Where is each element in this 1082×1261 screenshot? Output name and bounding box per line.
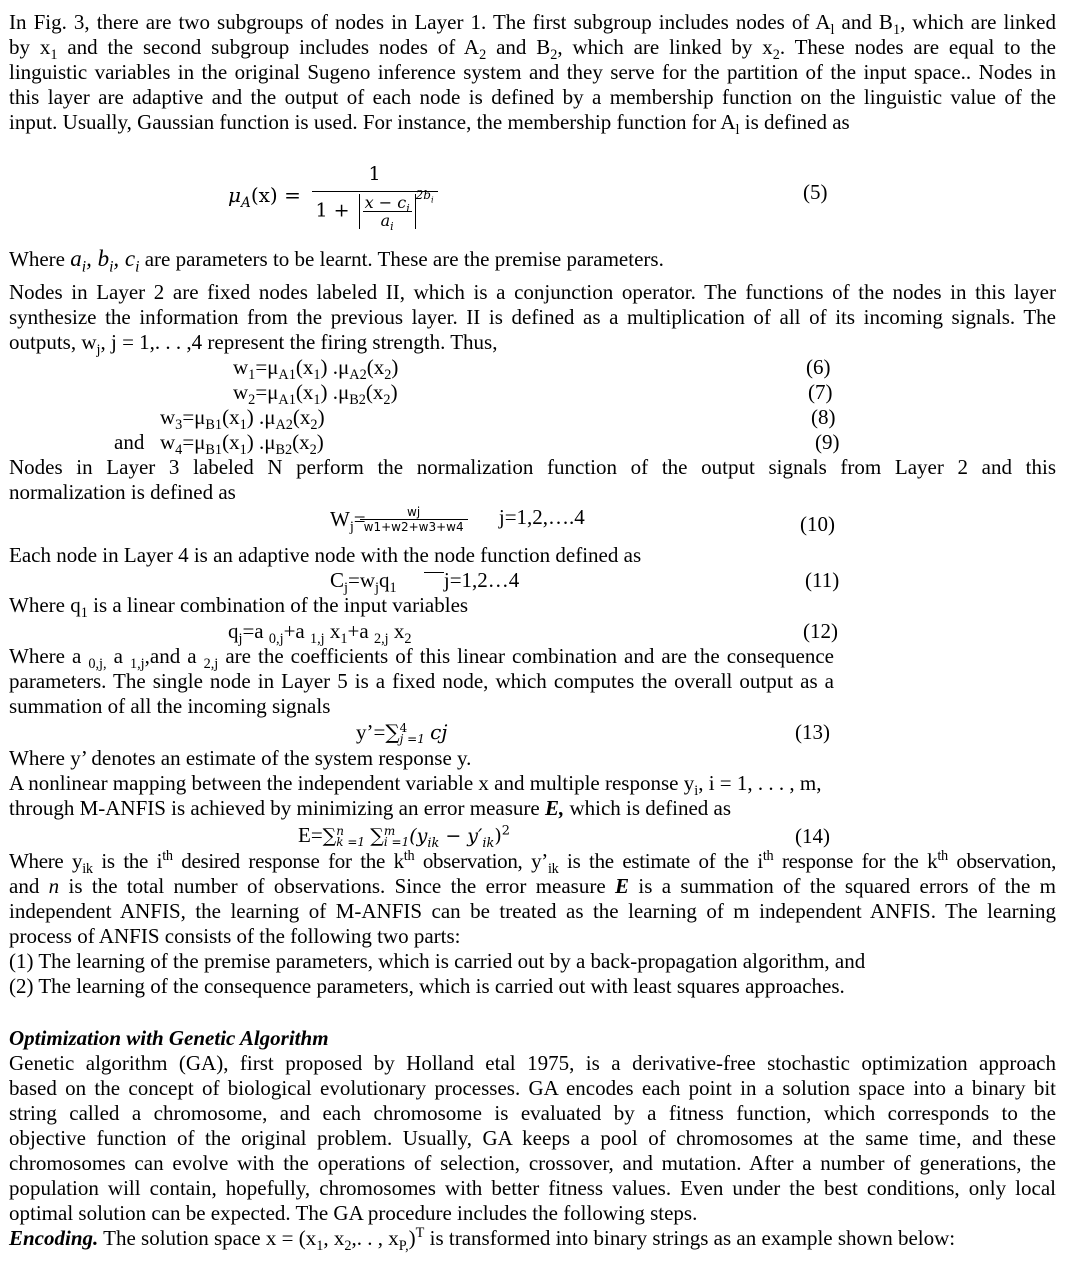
paragraph-consequence <box>9 644 834 719</box>
text-line: independent ANFIS, the learning of M-ANFIS can be treated as the learning of m independent ANFIS. The learning <box>9 899 1056 923</box>
abs-value: $\frac{x - c_i}{a_i}$ <box>359 194 416 229</box>
text-line: by $x_1$ and the second subgroup includes nodes of $A_2$ and $B_2$, which are linked by $x_2$. These nodes are equal to the <box>9 35 1057 64</box>
equation-number: (14) <box>795 824 830 848</box>
eq5-fraction: 1 1 + $\frac{x - c_i}{a_i}$ $^{2b_i}$ <box>312 162 438 229</box>
text-line: normalization is defined as <box>9 480 236 504</box>
firing-strength-equation: and $w_4=\mu_{B1}(x_1)$ $.\mu_{B2}(x_2)$ <box>114 430 324 459</box>
text-line: synthesize the information from the previous layer. II is defined as a multiplication of all of its incoming signals. The <box>9 305 1056 329</box>
equation-5 <box>228 162 438 234</box>
text-line: Where a $_{0,j,}$ a $_{1,j}$,and a $_{2,j}$ are the coefficients of this linear combination and are the consequence <box>9 644 834 673</box>
stray-overline <box>424 572 444 573</box>
text-line: Nodes in Layer 2 are fixed nodes labeled II, which is a conjunction operator. The functions of the nodes in this layer <box>9 280 1056 304</box>
text-line: summation of all the incoming signals <box>9 694 331 718</box>
text-line: outputs, $w_j$, j = 1,. . . ,4 represent the firing strength. Thus, <box>9 330 498 359</box>
firing-strength-equation: $w_2=\mu_{A1}(x_1)$ $.\mu_{B2}(x_2)$ <box>233 380 398 409</box>
equation-number: (6) <box>806 355 831 379</box>
text-line: and n is the total number of observations. Since the error measure E is a summation of the squared errors of the m <box>9 874 1056 898</box>
text-line: optimal solution can be expected. The GA procedure includes the following steps. <box>9 1201 698 1225</box>
layer4-text: Each node in Layer 4 is an adaptive node with the node function defined as <box>9 543 642 567</box>
equation-number: (8) <box>811 405 836 429</box>
section-heading: Optimization with Genetic Algorithm <box>9 1026 329 1050</box>
paragraph-layer1 <box>9 10 1057 139</box>
text-line: (2) The learning of the consequence parameters, which is carried out with least squares approaches. <box>9 974 845 998</box>
paragraph-layer3 <box>9 455 1056 505</box>
equation-11: $C_j=w_jq_1$ j=1,2…4 <box>330 568 520 597</box>
paragraph-mapping <box>9 771 1056 821</box>
text-line: linguistic variables in the original Sugeno inference system and they serve for the partition of the input space.. Nodes in <box>9 60 1056 84</box>
text-line: population will contain, hopefully, chromosomes with better fitness values. Even under the best conditions, only local <box>9 1176 1056 1200</box>
equation-number: (9) <box>815 430 840 454</box>
eq10-fraction: $\frac{wj}{w1+w2+w3+w4}$ <box>360 505 468 534</box>
text-line: parameters. The single node in Layer 5 is a fixed node, which computes the overall output as a <box>9 669 834 693</box>
equation-13: y’=∑ 4 j =1 cj <box>356 720 448 747</box>
equation-10: $W_j=$ $\frac{wj}{w1+w2+w3+w4}$ j=1,2,….4 <box>330 505 585 536</box>
text-line: Nodes in Layer 3 labeled N perform the normalization function of the output signals from Layer 2 and this <box>9 455 1056 479</box>
paragraph-error-measure <box>9 849 1056 999</box>
equation-number: (7) <box>808 380 833 404</box>
eq5-lhs: $\mu_A(x)$ = <box>228 183 301 211</box>
text-line: chromosomes can evolve with the operations of selection, crossover, and mutation. After a number of generations, the <box>9 1151 1056 1175</box>
equation-number: (10) <box>800 512 835 536</box>
equation-number: (5) <box>803 180 828 204</box>
text-line: (1) The learning of the premise parameters, which is carried out by a back-propagation algorithm, and <box>9 949 866 973</box>
equation-12: $q_j=a$ $_{0,j}$+a $_{1,j}$ $x_1+a$ $_{2,j}$ $x_2$ <box>228 619 412 648</box>
text-line: A nonlinear mapping between the independent variable x and multiple response $y_i$, i = 1, . . . , m, <box>9 771 822 800</box>
encoding-line: Encoding. The solution space $x = (x_1$, $x_2$,. . , $x_{P,})^T$ is transformed into binary strings as an example shown below: <box>9 1225 956 1255</box>
text-line: Genetic algorithm (GA), first proposed by Holland etal 1975, is a derivative-free stochastic optimization approach <box>9 1051 1056 1075</box>
equation-number: (11) <box>805 568 840 592</box>
paragraph-genetic-algorithm <box>9 1051 1056 1226</box>
paragraph-layer2 <box>9 280 1056 359</box>
where-y-line: Where y’ denotes an estimate of the system response y. <box>9 746 472 770</box>
text-line: through M-ANFIS is achieved by minimizing an error measure E, which is defined as <box>9 796 732 820</box>
text-line: based on the concept of biological evolutionary processes. GA encodes each point in a solution space into a binary bit <box>9 1076 1056 1100</box>
text-line: this layer are adaptive and the output of each node is defined by a membership function on the linguistic value of the <box>9 85 1056 109</box>
firing-strength-equation: $w_3=\mu_{B1}(x_1)$ $.\mu_{A2}(x_2)$ <box>160 405 325 434</box>
text-line: process of ANFIS consists of the following two parts: <box>9 924 461 948</box>
text-line: objective function of the original problem. Usually, GA keeps a pool of chromosomes at the same time, and these <box>9 1126 1056 1150</box>
where-params-line: Where $a_i$, $b_i$, $c_i$ are parameters to be learnt. These are the premise parameters. <box>9 246 664 276</box>
equation-number: (13) <box>795 720 830 744</box>
equation-number: (12) <box>803 619 838 643</box>
text-line: string called a chromosome, and each chromosome is evaluated by a fitness function, which corresponds to the <box>9 1101 1056 1125</box>
firing-strength-equation: $w_1=\mu_{A1}(x_1)$ $.\mu_{A2}(x_2)$ <box>233 355 399 384</box>
text-line: In Fig. 3, there are two subgroups of nodes in Layer 1. The first subgroup includes nodes of $A_l$ and $B_1$, which are linked <box>9 10 1057 39</box>
equation-14: E=∑ n k =1 ∑ m i =1 $(y_{ik} - y'_{ik})^2$ <box>298 823 510 851</box>
text-line: input. Usually, Gaussian function is used. For instance, the membership function for $A_l$ is defined as <box>9 110 850 139</box>
text-line: Where $y_{ik}$ is the $i^{th}$ desired response for the $k^{th}$ observation, $y’_{ik}$ is the estimate of the $i^{th}$ response for the $k^{th}$ observation, <box>9 848 1057 878</box>
where-q-line: Where $q_1$ is a linear combination of the input variables <box>9 593 469 622</box>
